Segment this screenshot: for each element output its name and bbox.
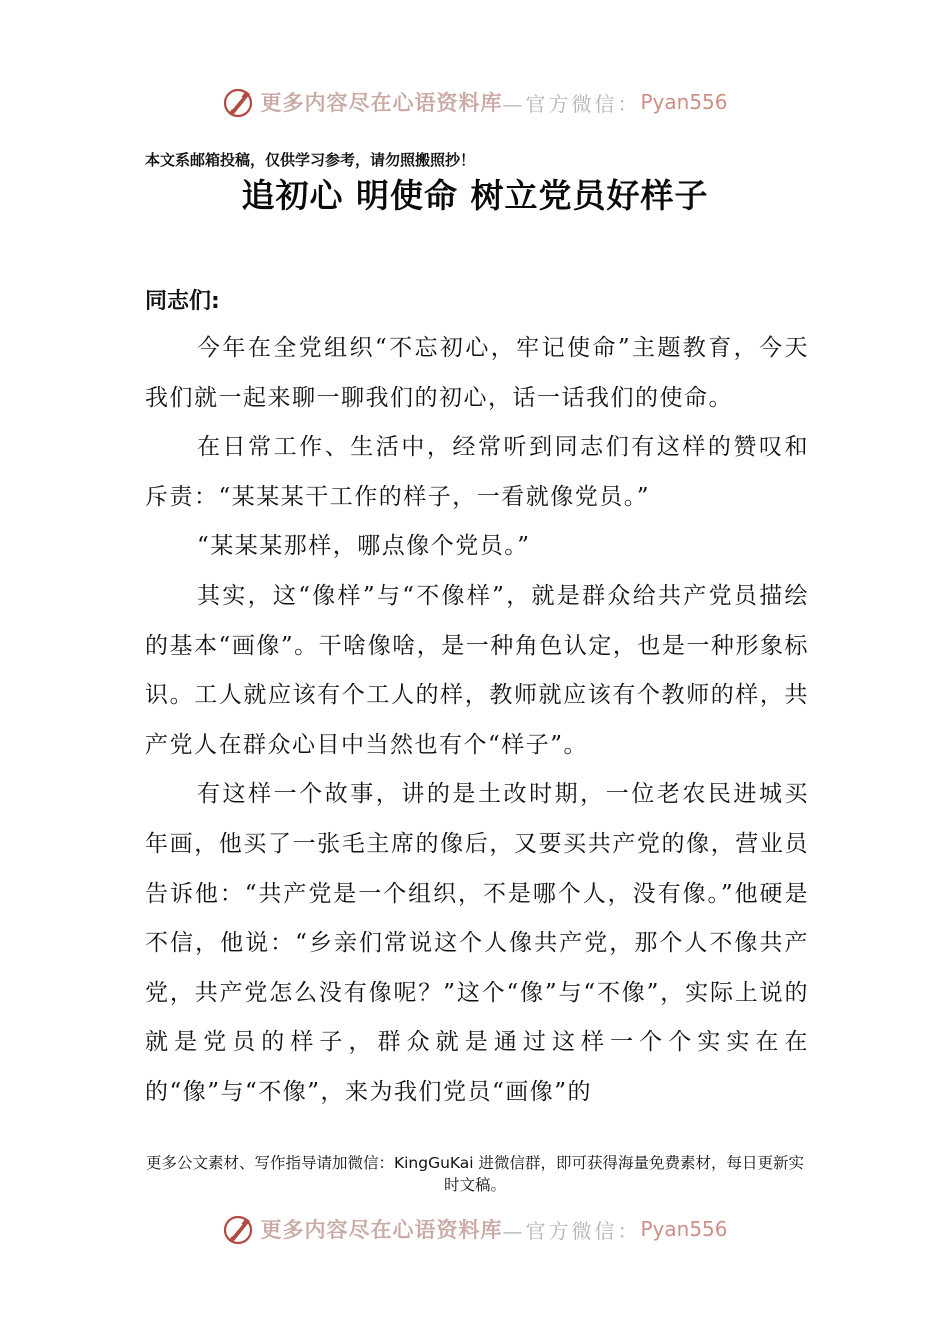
quill-pen-logo-icon [222, 1212, 256, 1246]
body-paragraph: 有这样一个故事，讲的是土改时期，一位老农民进城买年画，他买了一张毛主席的像后，又要买共产党的像，营业员告诉他：“共产党是一个组织，不是哪个人，没有像。”他硬是不信，他说：“乡亲们常说这个人像共产党，那个人不像共产党，共产党怎么没有像呢？”这个“像”与“不像”，实际上说的就是党员的样子，群众就是通过这样一个个实实在在的“像”与“不像”，来为我们党员“画像”的 [145, 781, 809, 1105]
quill-pen-logo-icon [222, 85, 256, 119]
footer-note: 更多公文素材、写作指导请加微信：KingGuKai 进微信群，即可获得海量免费素材，每日更新实时文稿。 [145, 1154, 805, 1194]
body-paragraph: “某某某那样，哪点像个党员。” [197, 533, 531, 560]
banner-official-label: —官方微信： [502, 91, 641, 116]
document-title: 追初心 明使命 树立党员好样子 [241, 176, 709, 215]
banner-official-label: —官方微信： [502, 1218, 641, 1243]
header-banner [0, 84, 950, 120]
banner-brand-text: 更多内容尽在心语资料库 [260, 90, 503, 115]
salutation: 同志们: [145, 289, 220, 314]
banner-wechat-id: Pyan556 [640, 1217, 728, 1241]
disclaimer-note: 本文系邮箱投稿，仅供学习参考，请勿照搬照抄！ [145, 151, 476, 169]
banner-brand-text: 更多内容尽在心语资料库 [260, 1217, 503, 1242]
banner-wechat-id: Pyan556 [640, 90, 728, 114]
footer-banner [0, 1211, 950, 1247]
body-paragraph: 在日常工作、生活中，经常听到同志们有这样的赞叹和斥责：“某某某干工作的样子，一看就像党员。” [145, 434, 809, 510]
document-body [145, 324, 809, 1118]
body-paragraph: 今年在全党组织“不忘初心，牢记使命”主题教育，今天我们就一起来聊一聊我们的初心，话一话我们的使命。 [145, 335, 809, 411]
body-paragraph: 其实，这“像样”与“不像样”，就是群众给共产党员描绘的基本“画像”。干啥像啥，是一种角色认定，也是一种形象标识。工人就应该有个工人的样，教师就应该有个教师的样，共产党人在群众心目中当然也有个“样子”。 [145, 582, 809, 758]
